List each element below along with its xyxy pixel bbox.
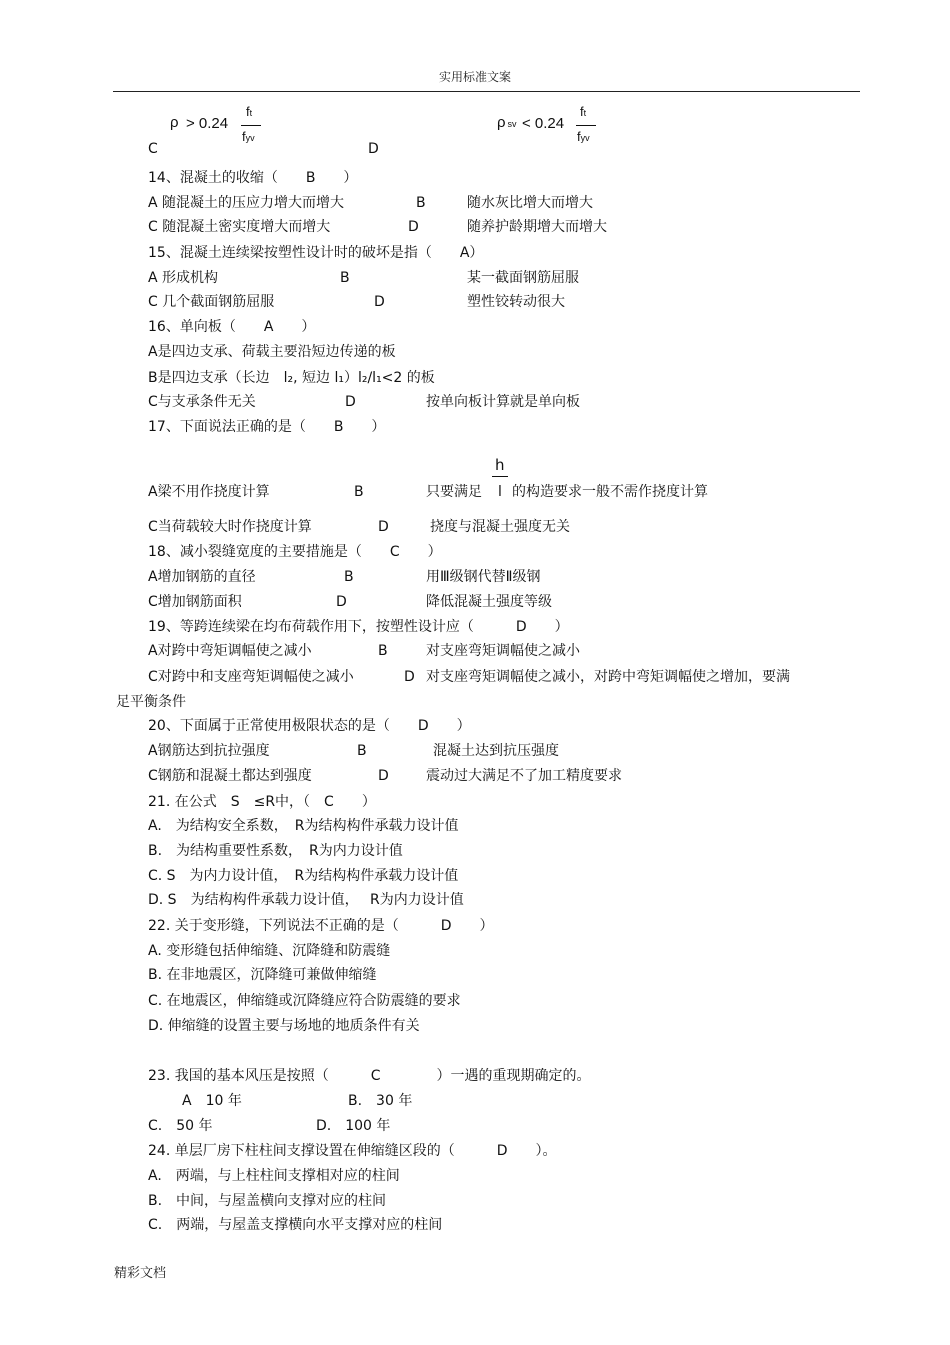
q16-option-d-label: D [345, 394, 356, 410]
q17-option-c: C当荷载较大时作挠度计算 [148, 519, 312, 535]
q16-option-a: A是四边支承、荷载主要沿短边传递的板 [148, 344, 396, 360]
q16-option-d: 按单向板计算就是单向板 [426, 394, 580, 410]
q21-option-c: C. S 为内力设计值， R为结构构件承载力设计值 [148, 868, 459, 884]
q21-option-b: B. 为结构重要性系数， R为内力设计值 [148, 843, 403, 859]
q18-option-b: 用Ⅲ级钢代替Ⅱ级钢 [426, 569, 541, 585]
q20-option-c: C钢筋和混凝土都达到强度 [148, 768, 312, 784]
q14-option-c: C 随混凝土密实度增大而增大 [148, 219, 331, 235]
q22-option-a: A. 变形缝包括伸缩缝、沉降缝和防震缝 [148, 943, 391, 959]
question-14: 14、混凝土的收缩（ B ） [148, 170, 358, 186]
q19-option-b: 对支座弯矩调幅使之减小 [426, 643, 580, 659]
formula-c-relation: > 0.24 [186, 115, 229, 132]
q18-option-b-label: B [344, 569, 354, 585]
q20-option-d-label: D [378, 768, 389, 784]
q18-option-a: A增加钢筋的直径 [148, 569, 256, 585]
q22-option-c: C. 在地震区，伸缩缝或沉降缝应符合防震缝的要求 [148, 993, 461, 1009]
q17-ratio-denominator: l [498, 484, 502, 500]
q19-option-c: C对跨中和支座弯矩调幅使之减小 [148, 669, 354, 685]
formula-c-denominator: fyv [242, 129, 255, 144]
q15-option-b: 某一截面钢筋屈服 [467, 270, 579, 286]
question-20: 20、下面属于正常使用极限状态的是（ D ） [148, 718, 471, 734]
page-footer: 精彩文档 [114, 1266, 167, 1281]
q20-option-d: 震动过大满足不了加工精度要求 [426, 768, 622, 784]
q23-option-a: A 10 年 [182, 1093, 242, 1109]
q18-option-d-label: D [336, 594, 347, 610]
question-17: 17、下面说法正确的是（ B ） [148, 419, 386, 435]
q17-option-d-label: D [378, 519, 389, 535]
formula-c-label: C [148, 141, 158, 157]
formula-d-relation: < 0.24 [522, 115, 565, 132]
q24-option-b: B. 中间，与屋盖横向支撑对应的柱间 [148, 1193, 387, 1209]
q19-option-b-label: B [378, 643, 388, 659]
q14-option-b-label: B [416, 195, 426, 211]
formula-c-lhs: ρ [170, 114, 179, 131]
question-18: 18、减小裂缝宽度的主要措施是（ C ） [148, 544, 442, 560]
q14-option-d-label: D [408, 219, 419, 235]
question-23: 23. 我国的基本风压是按照（ C ）一遇的重现期确定的。 [148, 1068, 591, 1084]
q22-option-b: B. 在非地震区，沉降缝可兼做伸缩缝 [148, 967, 377, 983]
question-22: 22. 关于变形缝，下列说法不正确的是（ D ） [148, 918, 494, 934]
q15-option-d: 塑性铰转动很大 [467, 294, 565, 310]
formula-d-denominator: fyv [577, 129, 590, 144]
q19-option-d: 对支座弯矩调幅使之减小，对跨中弯矩调幅使之增加，要满 [426, 669, 790, 685]
q20-option-a: A钢筋达到抗拉强度 [148, 743, 270, 759]
formula-d-numerator: ft [580, 104, 587, 119]
question-21: 21. 在公式 S ≤R中，（ C ） [148, 794, 376, 810]
q17-option-b-prefix: 只要满足 [426, 484, 482, 500]
q17-option-b-suffix: 的构造要求一般不需作挠度计算 [512, 484, 708, 500]
q23-option-c: C. 50 年 [148, 1118, 213, 1134]
page-header: 实用标准文案 [438, 70, 511, 84]
q17-ratio-bar [492, 476, 508, 477]
q15-option-b-label: B [340, 270, 350, 286]
question-19: 19、等跨连续梁在均布荷载作用下，按塑性设计应（ D ） [148, 619, 569, 635]
q18-option-d: 降低混凝土强度等级 [426, 594, 552, 610]
q14-option-b: 随水灰比增大而增大 [467, 195, 593, 211]
q21-option-d: D. S 为结构构件承载力设计值， R为内力设计值 [148, 892, 464, 908]
formula-d-lhs: ρsv [497, 114, 517, 131]
question-24: 24. 单层厂房下柱柱间支撑设置在伸缩缝区段的（ D ）。 [148, 1143, 557, 1159]
header-rule [113, 91, 860, 92]
q16-option-b: B是四边支承（长边 l₂, 短边 l₁）l₂/l₁<2 的板 [148, 370, 435, 386]
q20-option-b-label: B [357, 743, 367, 759]
q24-option-c: C. 两端，与屋盖支撑横向水平支撑对应的柱间 [148, 1217, 443, 1233]
q14-option-a: A 随混凝土的压应力增大而增大 [148, 195, 345, 211]
q23-option-d: D. 100 年 [316, 1118, 391, 1134]
q23-option-b: B. 30 年 [348, 1093, 413, 1109]
q16-option-c: C与支承条件无关 [148, 394, 256, 410]
q19-option-a: A对跨中弯矩调幅使之减小 [148, 643, 312, 659]
formula-d-fraction-bar [576, 125, 596, 126]
formula-c-fraction-bar [241, 125, 261, 126]
q17-ratio-numerator: h [495, 456, 505, 474]
q15-option-d-label: D [374, 294, 385, 310]
q19-option-d-continued: 足平衡条件 [116, 694, 186, 710]
q18-option-c: C增加钢筋面积 [148, 594, 242, 610]
q19-option-d-label: D [404, 669, 415, 685]
q20-option-b: 混凝土达到抗压强度 [433, 743, 559, 759]
q22-option-d: D. 伸缩缝的设置主要与场地的地质条件有关 [148, 1018, 420, 1034]
q17-option-a: A梁不用作挠度计算 [148, 484, 270, 500]
q17-option-b-label: B [354, 484, 364, 500]
q14-option-d: 随养护龄期增大而增大 [467, 219, 607, 235]
q21-option-a: A. 为结构安全系数， R为结构构件承载力设计值 [148, 818, 459, 834]
q15-option-a: A 形成机构 [148, 270, 219, 286]
question-15: 15、混凝土连续梁按塑性设计时的破坏是指（ A） [148, 245, 484, 261]
q24-option-a: A. 两端，与上柱柱间支撑相对应的柱间 [148, 1168, 400, 1184]
question-16: 16、单向板（ A ） [148, 319, 316, 335]
formula-c-numerator: ft [246, 104, 253, 119]
q17-option-d: 挠度与混凝土强度无关 [430, 519, 570, 535]
q15-option-c: C 几个截面钢筋屈服 [148, 294, 275, 310]
formula-d-label: D [368, 141, 379, 157]
